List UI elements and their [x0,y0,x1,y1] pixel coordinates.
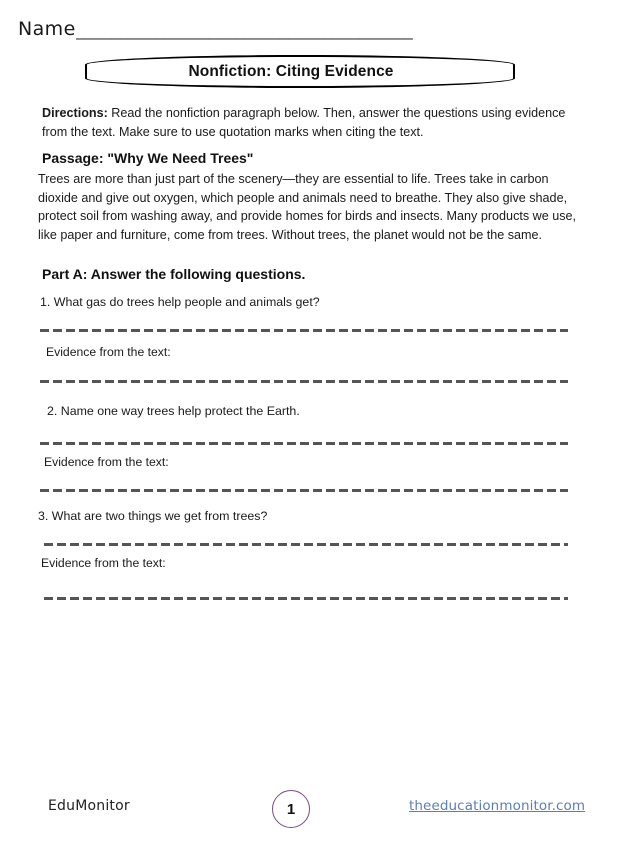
evidence-line-2[interactable] [40,489,568,492]
evidence-label-2: Evidence from the text: [44,455,169,469]
footer-website-link[interactable]: theeducationmonitor.com [409,798,586,814]
evidence-line-3[interactable] [44,597,568,600]
name-blank-line[interactable]: ______________________________________ [75,21,413,40]
question-3: 3. What are two things we get from trees? [38,509,268,523]
worksheet-title-banner [85,55,515,88]
page-number: 1 [286,800,296,818]
answer-line-2[interactable] [40,442,568,445]
question-2: 2. Name one way trees help protect the Earth. [47,404,300,418]
passage-heading: Passage: "Why We Need Trees" [42,150,254,166]
answer-line-3[interactable] [44,543,568,546]
evidence-label-3: Evidence from the text: [41,556,166,570]
footer-brand: EduMonitor [48,798,130,814]
name-label: Name [18,18,76,40]
evidence-line-1[interactable] [40,380,568,383]
directions-block [42,104,587,141]
passage-text: Trees are more than just part of the scenery—they are essential to life. Trees take in carbon dioxide and give out oxygen, which people and animals need to breathe. They also give shade, protect soil from washing away, and provide homes for birds and insects. Many products we use, like paper and furniture, come from trees. Without trees, the planet would not be the same. [38,172,577,242]
directions-text: Read the nonfiction paragraph below. Then, answer the questions using evidence from the text. Make sure to use quotation marks when citing the text. [42,106,566,139]
question-1: 1. What gas do trees help people and animals get? [40,295,320,309]
page-number-badge [272,790,310,828]
name-row [18,18,578,40]
part-a-heading: Part A: Answer the following questions. [42,266,306,282]
page-title: Nonfiction: Citing Evidence [188,62,394,80]
directions-label: Directions: [42,106,108,120]
evidence-label-1: Evidence from the text: [46,345,171,359]
answer-line-1[interactable] [40,329,568,332]
